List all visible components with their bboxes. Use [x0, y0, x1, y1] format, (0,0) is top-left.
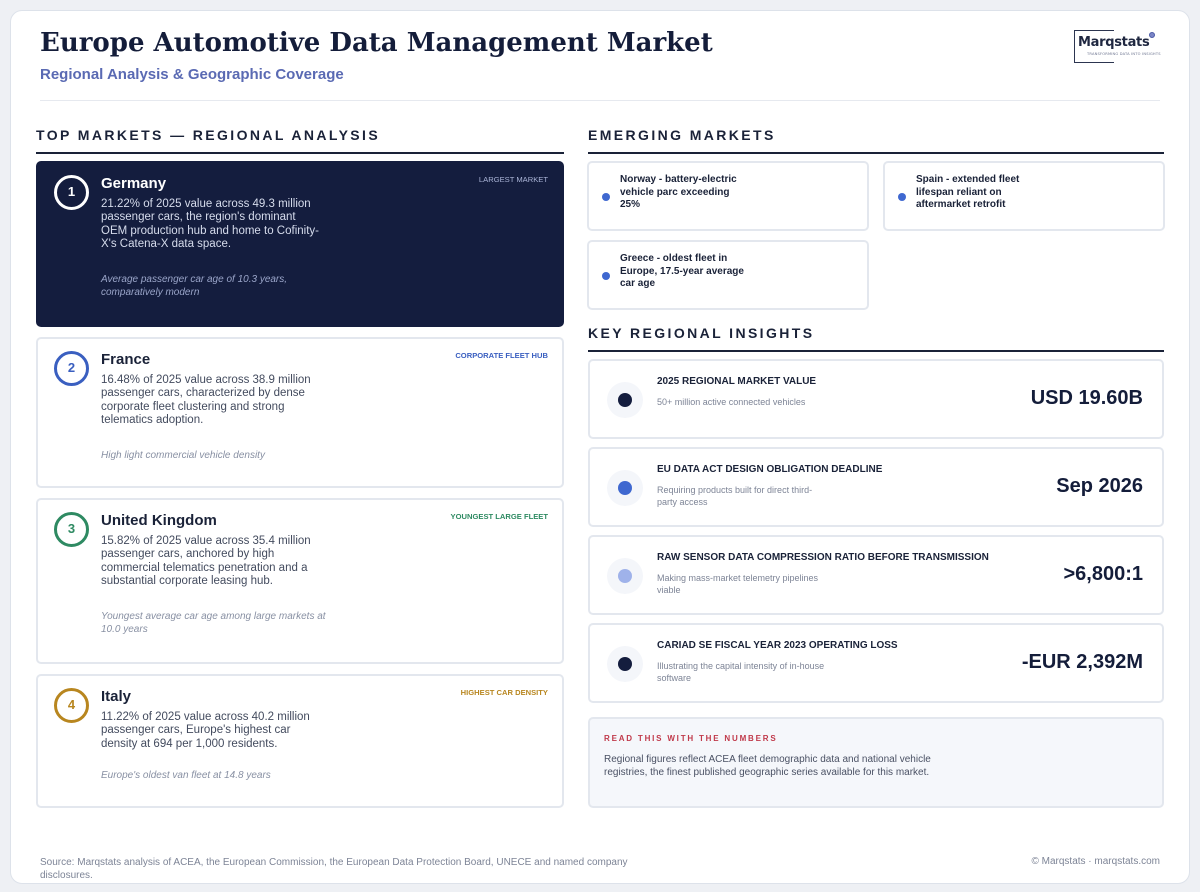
- market-tag: YOUNGEST LARGE FLEET: [450, 512, 548, 521]
- top-markets-heading: TOP MARKETS — REGIONAL ANALYSIS: [36, 127, 381, 143]
- top-markets-rule: [36, 152, 564, 154]
- market-tag: HIGHEST CAR DENSITY: [460, 688, 548, 697]
- market-card-france[interactable]: [36, 337, 564, 488]
- logo-dot-icon: [1149, 32, 1155, 38]
- emerging-market-card[interactable]: [883, 161, 1165, 231]
- read-box-body: Regional figures reflect ACEA fleet demographic data and national vehicle registries, the finest published geographic series available for this market.: [604, 754, 931, 778]
- dot-icon: [618, 657, 632, 671]
- rank-badge: 3: [54, 512, 89, 547]
- emerging-market-card[interactable]: [587, 240, 869, 310]
- bullet-dot-icon: [602, 193, 610, 201]
- page-subtitle: Regional Analysis & Geographic Coverage: [40, 66, 344, 83]
- insight-value: -EUR 2,392M: [1021, 651, 1143, 673]
- insight-value: >6,800:1: [1063, 563, 1143, 585]
- insight-icon: [607, 646, 643, 682]
- insight-icon: [607, 558, 643, 594]
- read-box-title: READ THIS WITH THE NUMBERS: [604, 734, 778, 743]
- market-note: Youngest average car age among large markets at 10.0 years: [101, 611, 326, 635]
- bullet-dot-icon: [898, 193, 906, 201]
- insight-card[interactable]: [588, 447, 1164, 527]
- insight-label: RAW SENSOR DATA COMPRESSION RATIO BEFORE TRANSMISSION: [657, 552, 989, 563]
- emerging-market-card[interactable]: [587, 161, 869, 231]
- key-insights-rule: [588, 350, 1164, 352]
- insight-card[interactable]: [588, 359, 1164, 439]
- insight-label: EU DATA ACT DESIGN OBLIGATION DEADLINE: [657, 464, 883, 475]
- rank-badge: 2: [54, 351, 89, 386]
- rank-badge: 4: [54, 688, 89, 723]
- market-tag: CORPORATE FLEET HUB: [455, 351, 548, 360]
- insight-icon: [607, 470, 643, 506]
- emerging-markets-heading: EMERGING MARKETS: [588, 127, 776, 143]
- insight-label: CARIAD SE FISCAL YEAR 2023 OPERATING LOSS: [657, 640, 898, 651]
- market-name: Italy: [101, 688, 132, 705]
- insight-subtext: Illustrating the capital intensity of in-house software: [657, 661, 825, 683]
- logo-tagline: TRANSFORMING DATA INTO INSIGHTS: [1087, 52, 1161, 56]
- insight-icon: [607, 382, 643, 418]
- brand-logo[interactable]: [1074, 30, 1161, 63]
- market-tag: LARGEST MARKET: [478, 175, 548, 184]
- market-card-united-kingdom[interactable]: [36, 498, 564, 664]
- insight-subtext: 50+ million active connected vehicles: [657, 397, 806, 407]
- insight-subtext: Requiring products built for direct third-party access: [657, 485, 813, 507]
- market-description: 15.82% of 2025 value across 35.4 million passenger cars, anchored by high commercial telematics penetration and a substantial corporate leasing hub.: [101, 535, 311, 587]
- footer-copyright[interactable]: © Marqstats · marqstats.com: [1031, 856, 1160, 867]
- market-description: 16.48% of 2025 value across 38.9 million passenger cars, characterized by dense corporate fleet clustering and strong telematics adoption.: [101, 374, 311, 426]
- market-name: United Kingdom: [101, 512, 217, 529]
- market-description: 11.22% of 2025 value across 40.2 million passenger cars, Europe's highest car density at 694 per 1,000 residents.: [101, 711, 310, 750]
- insight-value: USD 19.60B: [1030, 387, 1143, 409]
- emerging-market-text: Greece - oldest fleet in Europe, 17.5-year average car age: [620, 253, 744, 290]
- insight-subtext: Making mass-market telemetry pipelines viable: [657, 573, 819, 595]
- dot-icon: [618, 569, 632, 583]
- market-card-germany[interactable]: [36, 161, 564, 327]
- footer-source: Source: Marqstats analysis of ACEA, the European Commission, the European Data Protection Board, UNECE and named company disclosures.: [40, 857, 628, 881]
- insight-label: 2025 REGIONAL MARKET VALUE: [657, 376, 817, 387]
- emerging-market-text: Norway - battery-electric vehicle parc exceeding 25%: [620, 174, 737, 211]
- read-with-numbers-box: [588, 717, 1164, 808]
- page-title: Europe Automotive Data Management Market: [40, 28, 713, 58]
- dot-icon: [618, 481, 632, 495]
- header-divider: [40, 100, 1160, 101]
- insight-card[interactable]: [588, 623, 1164, 703]
- bullet-dot-icon: [602, 272, 610, 280]
- emerging-markets-rule: [588, 152, 1164, 154]
- market-description: 21.22% of 2025 value across 49.3 million passenger cars, the region's dominant OEM production hub and home to Cofinity-X's Catena-X data space.: [101, 198, 319, 250]
- market-name: Germany: [101, 175, 167, 192]
- emerging-market-text: Spain - extended fleet lifespan reliant on aftermarket retrofit: [916, 174, 1020, 211]
- insight-card[interactable]: [588, 535, 1164, 615]
- logo-wordmark: Marqstats: [1078, 35, 1150, 50]
- dot-icon: [618, 393, 632, 407]
- market-name: France: [101, 351, 151, 368]
- market-card-italy[interactable]: [36, 674, 564, 808]
- key-insights-heading: KEY REGIONAL INSIGHTS: [588, 325, 815, 341]
- market-note: Average passenger car age of 10.3 years, comparatively modern: [101, 274, 288, 298]
- insight-value: Sep 2026: [1056, 475, 1143, 497]
- market-note: High light commercial vehicle density: [101, 450, 265, 461]
- market-note: Europe's oldest van fleet at 14.8 years: [101, 770, 271, 781]
- rank-badge: 1: [54, 175, 89, 210]
